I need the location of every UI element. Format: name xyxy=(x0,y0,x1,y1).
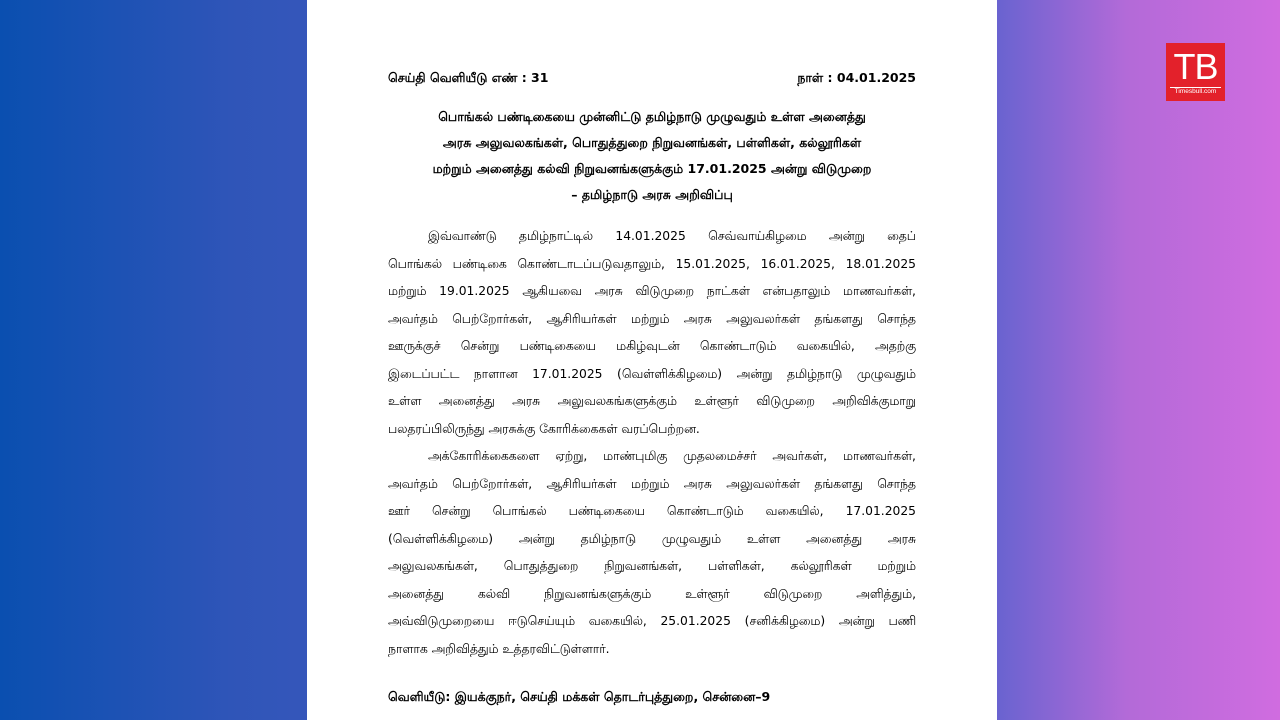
word: ஊருக்குச் xyxy=(388,339,441,353)
word: உள்ளூர் xyxy=(685,586,730,601)
paragraph-1 xyxy=(388,223,916,443)
word: மகிழ்வுடன் xyxy=(616,339,680,353)
word: பண்டிகையை xyxy=(568,504,645,518)
body-line xyxy=(388,361,916,389)
word: ஆசிரியர்கள் xyxy=(546,476,617,491)
body-line xyxy=(388,333,916,361)
word: கொண்டாடும் xyxy=(699,339,777,353)
body-line: நாளாக அறிவித்தும் உத்தரவிட்டுள்ளார். xyxy=(388,641,610,656)
word: ஆகியவை xyxy=(522,284,582,298)
word: தமிழ்நாடு xyxy=(786,366,843,381)
word: தமிழ்நாடு xyxy=(580,531,636,546)
word: வகையில், xyxy=(765,504,824,518)
word: அறிவிக்குமாறு xyxy=(832,394,916,408)
word: அவர்தம் xyxy=(388,311,438,326)
word: விடுமுறை xyxy=(763,586,823,601)
word: உள்ளூர் xyxy=(694,394,739,408)
word: தமிழ்நாட்டில் xyxy=(518,229,594,243)
word: பள்ளிகள், xyxy=(707,559,765,573)
word: பெற்றோர்கள், xyxy=(452,311,533,326)
headline-line: அரசு அலுவலகங்கள், பொதுத்துறை நிறுவனங்கள், பள்ளிகள், கல்லூரிகள் xyxy=(442,135,862,150)
body-line xyxy=(388,526,916,554)
word: பொங்கல் xyxy=(492,504,547,518)
word: அதற்கு xyxy=(875,339,916,353)
word: அலுவலர்கள் xyxy=(726,476,800,491)
word: மற்றும் xyxy=(630,476,670,491)
word: பண்டிகை xyxy=(452,256,507,271)
word: இடைப்பட்ட xyxy=(388,366,460,381)
word: பணி xyxy=(888,614,916,628)
word: (வெள்ளிக்கிழமை) xyxy=(617,366,723,381)
word: பொதுத்துறை xyxy=(503,559,579,573)
word: கொண்டாடப்படுவதாலும், xyxy=(517,256,665,271)
word: விடுமுறை xyxy=(635,284,695,298)
word: உள்ள xyxy=(746,531,781,546)
word: 14.01.2025 xyxy=(615,229,686,243)
body-line: பலதரப்பிலிருந்து அரசுக்கு கோரிக்கைகள் வரப்பெற்றன. xyxy=(388,421,700,436)
word: மாண்புமிகு xyxy=(603,449,668,463)
body-line xyxy=(388,223,916,251)
press-release-page xyxy=(307,0,997,720)
body-line xyxy=(388,251,916,279)
word: அன்று xyxy=(828,229,865,243)
paragraph-2 xyxy=(388,443,916,663)
word: நிறுவனங்களுக்கும் xyxy=(543,586,652,601)
release-body xyxy=(388,223,916,663)
word: பண்டிகையை xyxy=(519,339,596,353)
body-line xyxy=(388,443,916,471)
word: அன்று xyxy=(518,531,555,546)
timesbull-logo[interactable] xyxy=(1166,43,1225,101)
word: ஆசிரியர்கள் xyxy=(546,311,617,326)
body-line xyxy=(388,498,916,526)
body-line xyxy=(388,471,916,499)
word: அனைத்து xyxy=(806,531,863,546)
word: அரசு xyxy=(683,311,712,326)
word: நிறுவனங்கள், xyxy=(604,559,683,573)
word: அவ்விடுமுறையை xyxy=(388,614,495,628)
word: அளித்தும், xyxy=(856,586,916,601)
word: அன்று xyxy=(838,614,875,628)
word: என்பதாலும் xyxy=(762,284,831,298)
release-issuer: வெளியீடு: இயக்குநர், செய்தி மக்கள் தொடர்புத்துறை, சென்னை–9 xyxy=(388,689,771,704)
headline-line: பொங்கல் பண்டிகையை முன்னிட்டு தமிழ்நாடு முழுவதும் உள்ள அனைத்து xyxy=(438,109,866,124)
headline-line: – தமிழ்நாடு அரசு அறிவிப்பு xyxy=(571,187,733,202)
word: நாளான xyxy=(473,366,518,381)
word: வகையில், xyxy=(796,339,855,353)
word: முழுவதும் xyxy=(661,531,721,546)
word: 19.01.2025 xyxy=(439,284,510,298)
word: சென்று xyxy=(431,504,471,518)
word: மாணவர்கள், xyxy=(842,449,916,463)
word: ஏற்று, xyxy=(555,449,588,463)
word: அனைத்து xyxy=(438,394,495,408)
word: சொந்த xyxy=(877,311,916,326)
word: நாட்கள் xyxy=(706,284,750,298)
word: விடுமுறை xyxy=(756,394,815,408)
word: (வெள்ளிக்கிழமை) xyxy=(388,531,493,546)
body-line xyxy=(388,278,916,306)
word: கல்லூரிகள் xyxy=(790,559,852,573)
word: சொந்த xyxy=(877,476,916,491)
word: முழுவதும் xyxy=(856,366,916,381)
body-line xyxy=(388,581,916,609)
word: அலுவலகங்களுக்கும் xyxy=(557,394,677,408)
word: பெற்றோர்கள், xyxy=(452,476,533,491)
body-line xyxy=(388,553,916,581)
body-line xyxy=(388,306,916,334)
word: 18.01.2025 xyxy=(845,256,916,271)
word: சென்று xyxy=(460,339,500,353)
word: கொண்டாடும் xyxy=(666,504,744,518)
word: மற்றும் xyxy=(388,284,427,298)
logo-site: Timesbull.com xyxy=(1170,87,1221,96)
word: அரசு xyxy=(594,284,623,298)
release-date: நாள் : 04.01.2025 xyxy=(797,70,916,85)
word: முதலமைச்சர் xyxy=(683,449,757,463)
release-meta xyxy=(388,70,916,87)
word: அலுவலகங்கள், xyxy=(388,559,478,573)
release-headline xyxy=(388,104,916,208)
logo-mark: TB xyxy=(1173,46,1218,87)
word: அரசு xyxy=(512,394,541,408)
word: அவர்கள், xyxy=(772,449,828,463)
headline-line: மற்றும் அனைத்து கல்வி நிறுவனங்களுக்கும் 17.01.2025 அன்று விடுமுறை xyxy=(432,161,872,176)
word: பொங்கல் xyxy=(388,256,442,271)
word: தங்களது xyxy=(814,476,863,491)
word: ஊர் xyxy=(388,504,410,518)
word: 25.01.2025 xyxy=(660,614,731,628)
word: தைப் xyxy=(887,229,916,243)
release-number: செய்தி வெளியீடு எண் : 31 xyxy=(388,70,549,85)
word: கல்வி xyxy=(477,586,510,601)
word: அன்று xyxy=(736,366,773,381)
word: அரசு xyxy=(683,476,712,491)
word: இவ்வாண்டு xyxy=(428,229,497,243)
body-line xyxy=(388,608,916,636)
word: உள்ள xyxy=(388,394,422,408)
word: மற்றும் xyxy=(877,559,916,573)
word: மற்றும் xyxy=(630,311,670,326)
word: தங்களது xyxy=(814,311,863,326)
word: அனைத்து xyxy=(388,586,444,601)
body-line xyxy=(388,388,916,416)
word: 17.01.2025 xyxy=(845,504,916,518)
word: (சனிக்கிழமை) xyxy=(744,614,826,628)
word: அவர்தம் xyxy=(388,476,438,491)
word: 15.01.2025, xyxy=(675,256,750,271)
word: 17.01.2025 xyxy=(532,366,603,381)
word: 16.01.2025, xyxy=(760,256,835,271)
word: ஈடுசெய்யும் xyxy=(507,614,575,628)
word: செவ்வாய்கிழமை xyxy=(708,229,807,243)
word: வகையில், xyxy=(588,614,647,628)
word: அக்கோரிக்கைகளை xyxy=(428,449,540,463)
word: அலுவலர்கள் xyxy=(726,311,800,326)
word: மாணவர்கள், xyxy=(842,284,916,298)
word: அரசு xyxy=(887,531,916,546)
